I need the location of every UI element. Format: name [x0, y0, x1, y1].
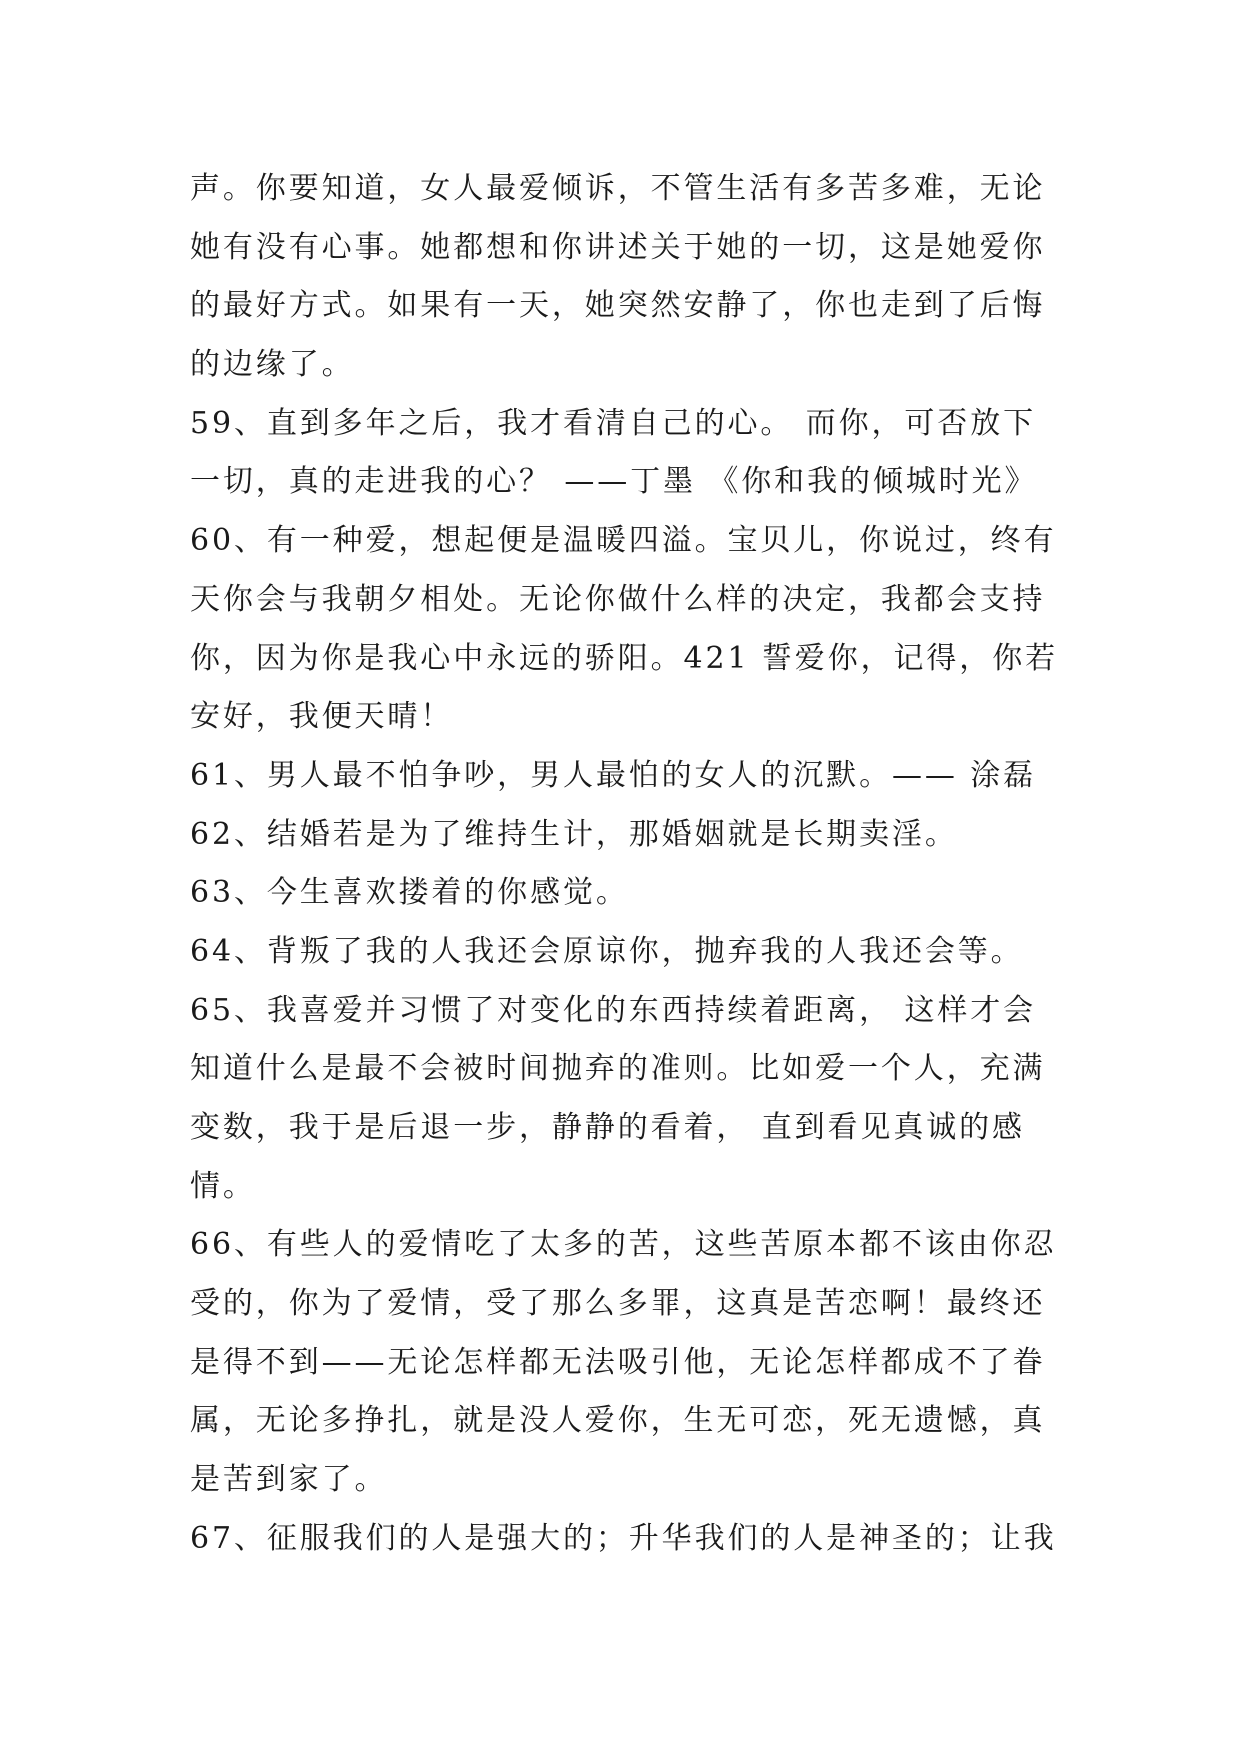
text-line: 情。 [190, 1168, 256, 1204]
text-line: 59、直到多年之后，我才看清自己的心。 而你，可否放下 [190, 405, 1037, 441]
text-line: 是得不到——无论怎样都无法吸引他，无论怎样都成不了眷 [190, 1344, 1046, 1380]
text-line: 的边缘了。 [190, 347, 355, 383]
text-line: 63、今生喜欢搂着的你感觉。 [190, 875, 629, 911]
text-line: 62、结婚若是为了维持生计，那婚姻就是长期卖淫。 [190, 816, 958, 852]
text-line: 天你会与我朝夕相处。无论你做什么样的决定，我都会支持 [190, 581, 1046, 617]
text-line: 66、有些人的爱情吃了太多的苦，这些苦原本都不该由你忍 [190, 1227, 1057, 1263]
text-line: 的最好方式。如果有一天，她突然安静了，你也走到了后悔 [190, 288, 1046, 324]
text-line: 声。你要知道，女人最爱倾诉，不管生活有多苦多难，无论 [190, 171, 1046, 206]
text-line: 60、有一种爱，想起便是温暖四溢。宝贝儿，你说过，终有 [190, 523, 1057, 559]
text-line: 你，因为你是我心中永远的骄阳。421 誓爱你，记得，你若 [190, 640, 1058, 676]
text-line: 67、征服我们的人是强大的；升华我们的人是神圣的；让我 [190, 1520, 1057, 1556]
text-line: 一切，真的走进我的心？ ——丁墨 《你和我的倾城时光》 [190, 464, 1038, 500]
body-text [190, 160, 1070, 1569]
text-line: 受的，你为了爱情，受了那么多罪，这真是苦恋啊！最终还 [190, 1286, 1046, 1322]
text-line: 安好，我便天晴！ [190, 699, 454, 735]
text-line: 变数，我于是后退一步，静静的看着， 直到看见真诚的感 [190, 1110, 1025, 1145]
text-line: 她有没有心事。她都想和你讲述关于她的一切，这是她爱你 [190, 229, 1046, 265]
text-line: 是苦到家了。 [190, 1462, 388, 1498]
text-line: 61、男人最不怕争吵，男人最怕的女人的沉默。—— 涂磊 [190, 757, 1037, 793]
text-line: 64、背叛了我的人我还会原谅你，抛弃我的人我还会等。 [190, 933, 1024, 969]
text-line: 知道什么是最不会被时间抛弃的准则。比如爱一个人，充满 [190, 1051, 1046, 1087]
text-line: 属，无论多挣扎，就是没人爱你，生无可恋，死无遗憾，真 [190, 1403, 1046, 1439]
text-line: 65、我喜爱并习惯了对变化的东西持续着距离， 这样才会 [190, 992, 1037, 1028]
